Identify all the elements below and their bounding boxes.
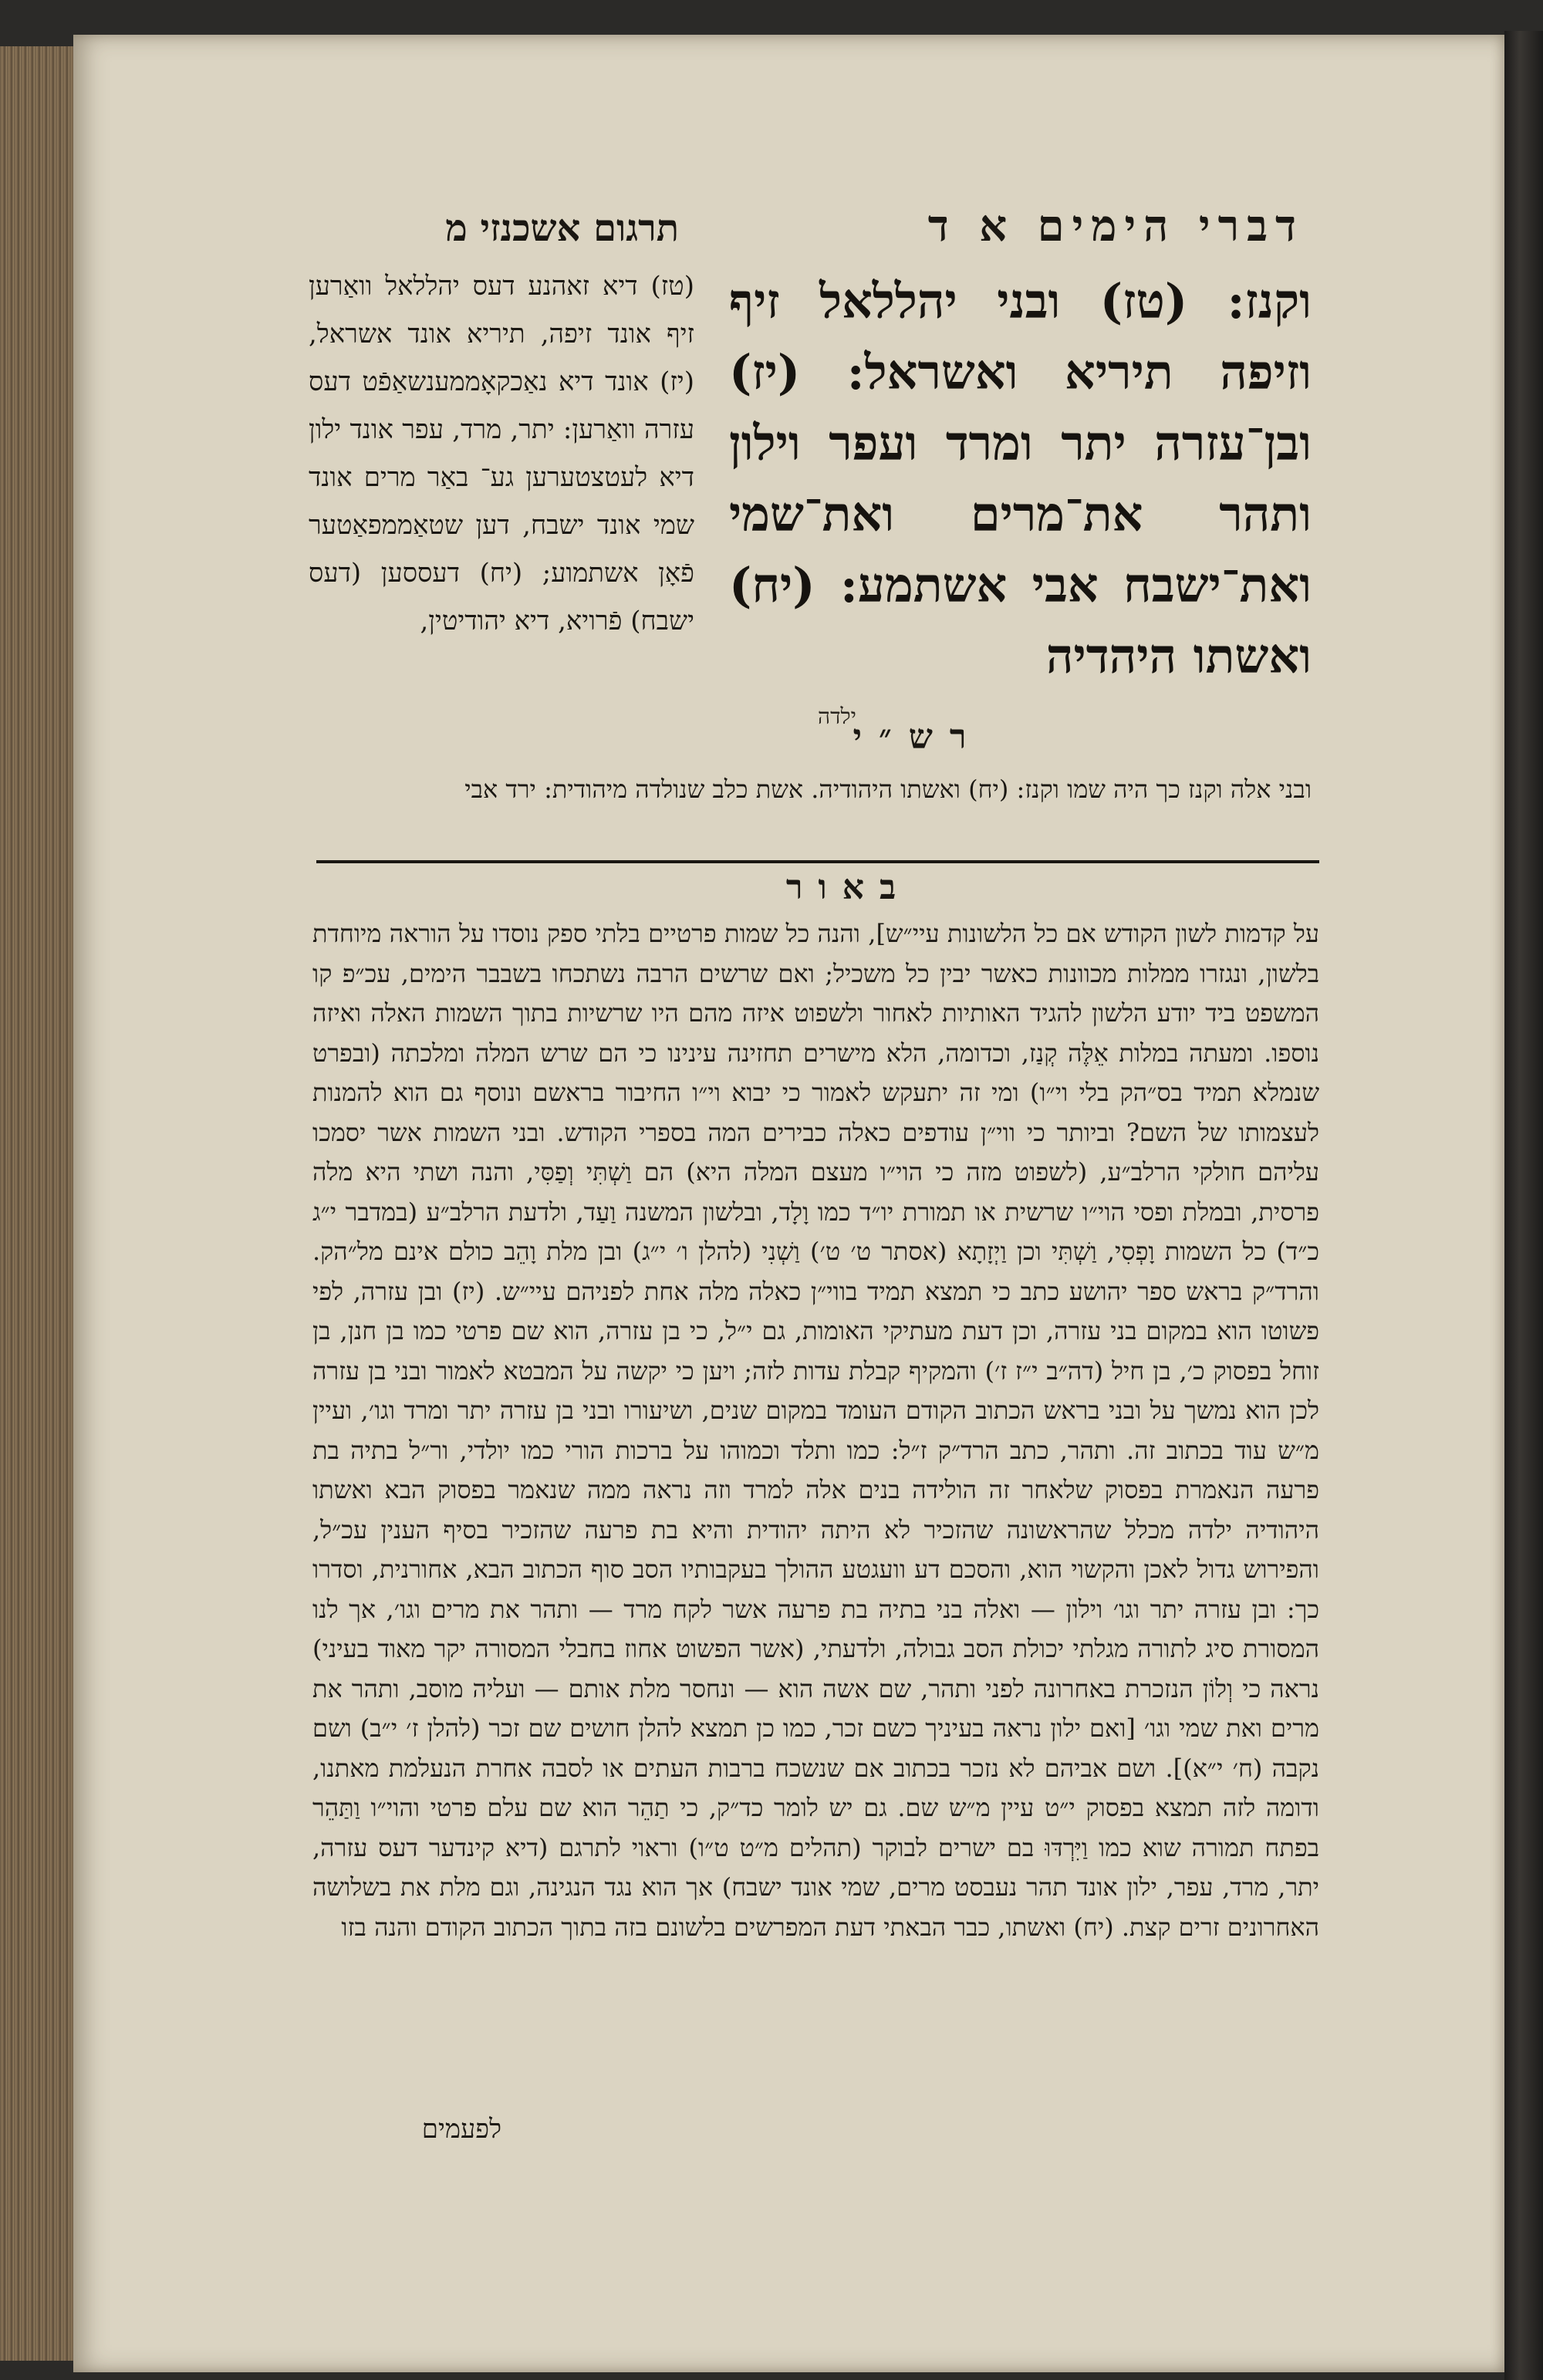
marginal-gloss: ילדה	[817, 704, 856, 729]
running-header-title: דברי הימים א ד	[927, 201, 1304, 252]
book-spine-edge	[1504, 31, 1543, 2380]
rashi-heading: רש״י	[853, 717, 984, 757]
biur-commentary	[312, 914, 1319, 2172]
rashi-commentary: ובני אלה וקנז כך היה שמו וקנז: (יח) ואשתו היהודיה. אשת כלב שנולדה מיהודית: ירד אבי	[464, 775, 1312, 804]
section-divider	[316, 860, 1319, 863]
scripture-text: וקנז: (טז) ובני יהללאל זיף וזיפה תיריא ואשראל: (יז) ובן־עזרה יתר ומרד ועפר וילון ותהר את־מרים ואת־שמי ואת־ישבח אבי אשתמע: (יח) ואשתו היהדיה	[729, 273, 1312, 684]
biur-paragraph: על קדמות לשון הקודש אם כל הלשונות עיי״ש], והנה כל שמות פרטיים בלתי ספק נוסדו על הוראה מיוחדת בלשון, ונגזרו ממלות מכוונות כאשר יבין כל משכיל; ואם שרשים הרבה נשתכחו בשבבר הימים, עכ״פ קו המשפט ביד יודע הלשון להגיד האותיות לאחור ולשפוט איזה מהם היו שרשיות בתוך השמות האלה ואיזה נוספו. ומעתה במלות אֵלֶּה קְנַז, וכדומה, הלא מישרים תחזינה עינינו כי הם שרש המלה ומלכתה (ובפרט שנמלא תמיד בס״הק בלי וי״ו) ומי זה יתעקש לאמור כי יבוא וי״ו החיבור בראשם ונוסף גם הוא להמנות לעצמותו של השם? וביותר כי ווי״ן עודפים כאלה כבירים המה בספרי הקודש. ובני השמות אשר יסמכו עליהם חולקי הרלב״ע, (לשפוט מזה כי הוי״ו מעצם המלה היא) הם וַשְׁתִּי וְפַסִּי, והנה ושתי היא מלה פרסית, ובמלת ופסי הוי״ו שרשית או תמורת יו״ד כמו וָלָד, ובלשון המשנה וַעַד, ולדעת הרלב״ע (במדבר י״ג כ״ד) כל השמות וָפְסִי, וַשְׁתִּי וכן וַיְזָתָא (אסתר ט׳ ט׳) וַשְׁנִי (להלן ו׳ י״ג) ובן מלת וָהֵב כולם אינם מל״הק. והרד״ק בראש ספר יהושע כתב כי תמצא תמיד בווי״ן כאלה מלה אחת לפניהם עיי״ש. (יז) ובן עזרה, לפי פשוטו הוא במקום בני עזרה, וכן דעת מעתיקי האומות, גם י״ל, כי בן עזרה, הוא שם פרטי כמו בן חנן, בן זוחל בפסוק כ׳, בן חיל (דה״ב י״ז ז׳) והמקיף קבלת עדות לזה; ויען כי יקשה על המבטא לאמור ובני בן עזרה לכן הוא נמשך על ובני בראש הכתוב הקודם העומד במקום שנים, ושיעורו ובני בן עזרה יתר ומרד וגו׳, ועיין מ״ש עוד בכתוב זה. ותהר, כתב הרד״ק ז״ל: כמו ותלד וכמוהו על ברכות הורי כמו יולדי, ור״ל בתיה בת פרעה הנאמרת בפסוק שלאחר זה הולידה בנים אלה למרד וזה נראה ממה שנאמר בפסוק הבא ואשתו היהודיה ילדה מכלל שהראשונה שהזכיר לא היתה יהודית והיא בת פרעה שהזכיר בסיף הענין עכ״ל, והפירוש גדול לאכן והקשוי הוא, והסכם דע וועגטע ההולך בעקבותיו הסב סוף הכתוב הבא, אחורנית, וסדרו כך: ובן עזרה יתר וגו׳ וילון — ואלה בני בתיה בת פרעה אשר לקח מרד — ותהר את מרים וגו׳, אך לנו המסורת סיג לתורה מגלתי יכולת הסב גבולה, ולדעתי, (אשר הפשוט אחוז בחבלי המסורה יקר מאוד בעיני) נראה כי וְלוֹן הנזכרת באחרונה לפני ותהר, שם אשה הוא — ונחסר מלת אותם — ועליה מוסב, ותהר את מרים ואת שמי וגו׳ [ואם ילון נראה בעיניך כשם זכר, כמו כן תמצא להלן חושים שם זכר (להלן ז׳ י״ב) ושם נקבה (ח׳ י״א)]. ושם אביהם לא נזכר בכתוב אם שנשכח ברבות העתים או לסבה אחרת הנעלמת מאתנו, ודומה לזה תמצא בפסוק י״ט עיין מ״ש שם. גם יש לומר כד״ק, כי תַהֵר הוא שם עלם פרטי והוי״ו וַתַּהֵר בפתח תמורה שוא כמו וַיִּרְדּוּ בם ישרים לבוקר (תהלים מ״ט ט״ו) וראוי לתרגם (דיא קינדער דעס עזרה, יתר, מרד, עפר, ילון אונד תהר נעבסט מרים, שמי אונד ישבח) אך הוא נגד הנגינה, וגם מלת את בשלושה האחרונים זרים קצת. (יח) ואשתו, כבר הבאתי דעת המפרשים בלשונם בזה בתוך הכתוב הקודם והנה בזו	[312, 919, 1320, 1942]
catchword: לפעמים	[421, 2114, 501, 2145]
running-header-targum: תרגום אשכנזי מ	[445, 207, 679, 250]
targum-translation: (טז) דיא זאהנע דעס יהללאל וואַרען זיף אונד זיפה, תיריא אונד אשראל, (יז) אונד דיא נאַכקאָממענשאַפֿט דעס עזרה וואַרען: יתר, מרד, עפר אונד ילון דיא לעטצטערען גע־ באַר מרים אונד שמי אונד ישבח, דען שטאַממפאַטער פֿאָן אשתמוע; (יח) דעססען (דעס ישבח) פֿרויא, דיא יהודיטין,	[309, 271, 694, 636]
biur-heading: באור	[785, 868, 912, 907]
